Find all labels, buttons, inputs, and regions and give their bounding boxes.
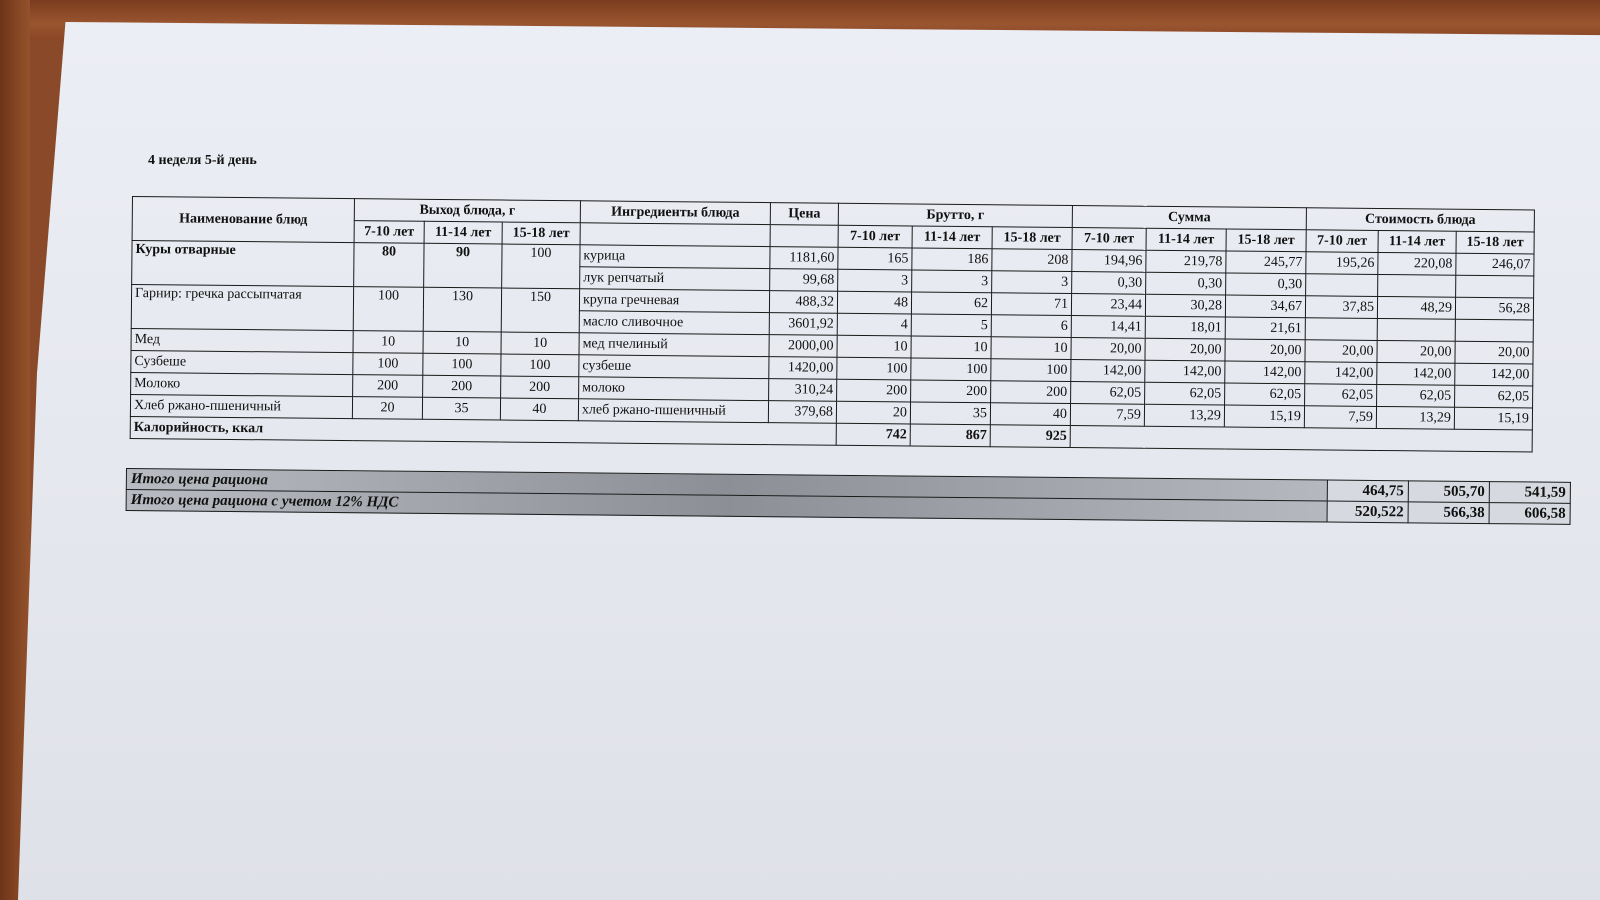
ingredient-name: курица	[580, 245, 770, 269]
total-vat-value: 606,58	[1489, 503, 1570, 525]
brutto-value: 3	[838, 269, 912, 292]
header-yield-age3: 15-18 лет	[502, 222, 580, 245]
ingredient-price: 99,68	[770, 269, 838, 292]
dish-yield: 200	[353, 375, 423, 398]
header-price: Цена	[770, 203, 838, 226]
total-vat-value: 566,38	[1408, 502, 1489, 524]
cost-value: 56,28	[1455, 297, 1533, 320]
sum-value: 0,30	[1146, 272, 1226, 295]
cost-empty	[1305, 318, 1377, 341]
brutto-value: 100	[837, 357, 911, 380]
cost-value: 142,00	[1305, 362, 1377, 385]
cost-value: 246,07	[1456, 253, 1534, 276]
sum-value: 20,00	[1071, 338, 1145, 361]
calories-value: 742	[836, 423, 910, 446]
cost-empty	[1377, 318, 1455, 341]
brutto-value: 200	[837, 379, 911, 402]
brutto-value: 20	[836, 401, 910, 424]
header-sum-age2: 11-14 лет	[1146, 228, 1226, 251]
dish-yield: 40	[500, 398, 578, 421]
brutto-value: 10	[911, 336, 991, 359]
header-yield-age1: 7-10 лет	[354, 221, 424, 244]
dish-yield: 10	[501, 332, 579, 355]
ingredient-name: хлеб ржано-пшеничный	[578, 399, 768, 423]
cost-value: 220,08	[1378, 252, 1456, 275]
sum-value: 34,67	[1225, 295, 1305, 318]
ingredient-price: 379,68	[768, 401, 836, 424]
header-cost: Стоимость блюда	[1306, 208, 1534, 232]
dish-name: Молоко	[131, 372, 353, 396]
sum-value: 7,59	[1070, 404, 1144, 427]
brutto-value: 62	[911, 292, 991, 315]
dish-yield: 35	[422, 397, 500, 420]
ingredient-name: сузбеше	[579, 355, 769, 379]
ingredient-price: 3601,92	[769, 313, 837, 336]
menu-table	[130, 196, 1535, 452]
dish-yield: 100	[502, 244, 580, 289]
header-cost-age1: 7-10 лет	[1306, 230, 1378, 253]
sum-value: 0,30	[1226, 273, 1306, 296]
sum-value: 62,05	[1225, 383, 1305, 406]
sum-value: 245,77	[1226, 251, 1306, 274]
ingredient-name: молоко	[579, 377, 769, 401]
cost-value: 195,26	[1306, 252, 1378, 275]
total-value: 505,70	[1408, 481, 1489, 503]
brutto-value: 200	[991, 381, 1071, 404]
dish-yield: 200	[501, 376, 579, 399]
brutto-value: 10	[991, 337, 1071, 360]
header-brutto: Брутто, г	[838, 203, 1072, 227]
brutto-value: 100	[911, 358, 991, 381]
dish-yield: 130	[423, 287, 501, 332]
cost-value: 62,05	[1305, 384, 1377, 407]
sum-value: 194,96	[1072, 250, 1146, 273]
dish-yield: 80	[354, 243, 424, 288]
sum-value: 14,41	[1071, 316, 1145, 339]
dish-name: Мед	[131, 328, 353, 352]
dish-yield: 200	[423, 375, 501, 398]
total-value: 464,75	[1327, 480, 1408, 502]
brutto-value: 3	[912, 270, 992, 293]
dish-yield: 10	[353, 331, 423, 354]
cost-value: 15,19	[1454, 407, 1532, 430]
cost-value: 48,29	[1377, 296, 1455, 319]
cost-empty	[1378, 274, 1456, 297]
dish-name: Куры отварные	[132, 241, 354, 287]
sum-value: 62,05	[1145, 382, 1225, 405]
cost-value: 62,05	[1377, 384, 1455, 407]
ingredient-price: 2000,00	[769, 335, 837, 358]
brutto-value: 5	[911, 314, 991, 337]
brutto-value: 10	[837, 335, 911, 358]
header-cost-age3: 15-18 лет	[1456, 231, 1534, 254]
sum-value: 15,19	[1224, 405, 1304, 428]
header-brutto-age2: 11-14 лет	[912, 226, 992, 249]
total-vat-value: 520,522	[1327, 501, 1408, 523]
brutto-value: 35	[910, 402, 990, 425]
calories-value: 867	[910, 424, 990, 447]
header-ingredients-blank	[580, 223, 770, 247]
dish-yield: 10	[423, 331, 501, 354]
cost-value: 20,00	[1305, 340, 1377, 363]
cost-value: 62,05	[1455, 385, 1533, 408]
sum-value: 0,30	[1072, 272, 1146, 295]
sum-value: 18,01	[1145, 316, 1225, 339]
header-price-blank	[770, 225, 838, 248]
header-sum-age1: 7-10 лет	[1072, 228, 1146, 251]
cost-value: 13,29	[1376, 406, 1454, 429]
header-yield-age2: 11-14 лет	[424, 221, 502, 244]
ingredient-price: 488,32	[769, 291, 837, 314]
brutto-value: 71	[991, 293, 1071, 316]
header-sum: Сумма	[1072, 206, 1306, 230]
brutto-value: 165	[838, 247, 912, 270]
cost-value: 142,00	[1455, 363, 1533, 386]
cost-empty	[1455, 319, 1533, 342]
sum-value: 23,44	[1071, 294, 1145, 317]
ingredient-price: 1420,00	[769, 357, 837, 380]
header-cost-age2: 11-14 лет	[1378, 230, 1456, 253]
ingredient-price: 310,24	[769, 379, 837, 402]
sum-value: 20,00	[1145, 338, 1225, 361]
brutto-value: 100	[991, 359, 1071, 382]
calories-blank	[1070, 426, 1532, 452]
header-dish-name: Наименование блюд	[132, 197, 354, 243]
ingredient-price: 1181,60	[770, 247, 838, 270]
brutto-value: 6	[991, 315, 1071, 338]
calories-label: Калорийность, ккал	[130, 416, 836, 445]
cost-value: 20,00	[1377, 340, 1455, 363]
total-label: Итого цена рациона	[126, 469, 1327, 502]
dish-name: Хлеб ржано-пшеничный	[130, 394, 352, 418]
brutto-value: 186	[912, 248, 992, 271]
calories-value: 925	[990, 425, 1070, 448]
menu-table-container	[130, 196, 1535, 452]
page-title: 4 неделя 5-й день	[148, 153, 257, 168]
dish-name: Гарнир: гречка рассыпчатая	[131, 285, 353, 331]
sum-value: 142,00	[1145, 360, 1225, 383]
cost-value: 20,00	[1455, 341, 1533, 364]
dish-yield: 100	[353, 287, 423, 332]
brutto-value: 3	[992, 271, 1072, 294]
ingredient-name: лук репчатый	[580, 267, 770, 291]
cost-value: 37,85	[1305, 296, 1377, 319]
sum-value: 21,61	[1225, 317, 1305, 340]
sum-value: 142,00	[1225, 361, 1305, 384]
cost-empty	[1306, 274, 1378, 297]
header-ingredients: Ингредиенты блюда	[580, 201, 770, 225]
sum-value: 13,29	[1144, 404, 1224, 427]
header-brutto-age1: 7-10 лет	[838, 225, 912, 248]
dish-yield: 90	[424, 243, 502, 288]
brutto-value: 200	[911, 380, 991, 403]
dish-yield: 150	[501, 288, 579, 333]
brutto-value: 40	[990, 403, 1070, 426]
cost-empty	[1456, 275, 1534, 298]
ingredient-name: мед пчелиный	[579, 333, 769, 357]
sum-value: 142,00	[1071, 360, 1145, 383]
dish-name: Сузбеше	[131, 350, 353, 374]
brutto-value: 4	[837, 313, 911, 336]
sum-value: 20,00	[1225, 339, 1305, 362]
cost-value: 7,59	[1304, 406, 1376, 429]
total-value: 541,59	[1489, 482, 1570, 504]
header-sum-age3: 15-18 лет	[1226, 229, 1306, 252]
sum-value: 30,28	[1145, 294, 1225, 317]
total-vat-label: Итого цена рациона с учетом 12% НДС	[126, 490, 1327, 523]
dish-yield: 100	[423, 353, 501, 376]
ingredient-name: крупа гречневая	[579, 289, 769, 313]
cost-value: 142,00	[1377, 362, 1455, 385]
header-yield: Выход блюда, г	[354, 199, 580, 223]
ingredient-name: масло сливочное	[579, 311, 769, 335]
dish-yield: 100	[501, 354, 579, 377]
dish-yield: 20	[352, 397, 422, 420]
sum-value: 219,78	[1146, 250, 1226, 273]
header-brutto-age3: 15-18 лет	[992, 227, 1072, 250]
dish-yield: 100	[353, 353, 423, 376]
brutto-value: 208	[992, 249, 1072, 272]
brutto-value: 48	[837, 291, 911, 314]
sum-value: 62,05	[1071, 382, 1145, 405]
